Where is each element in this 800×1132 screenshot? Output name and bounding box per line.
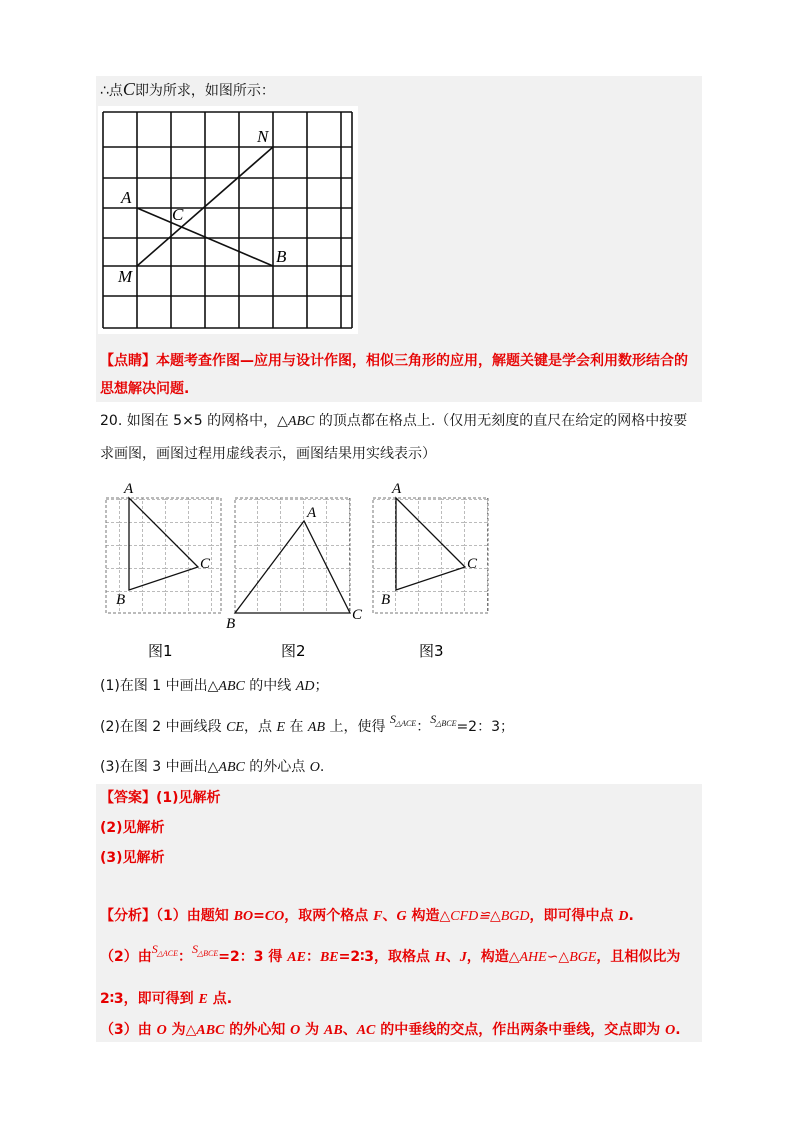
fig1-label-a: A [124,481,134,497]
analysis-p2-line2b: 点. [207,991,233,1007]
label-m: M [118,267,133,286]
label-a: A [121,188,132,207]
answer-line-1 [100,787,221,809]
fig2-label-b: B [226,616,236,632]
dianjing-text-1: 本题考查作图—应用与设计作图，相似三角形的应用，解题关键是学会利用数形结合的 [156,353,688,369]
analysis-p2-sep2: ： [305,949,320,965]
part1-text-a: (1)在图 1 中画出△ [100,678,219,694]
part-3 [100,756,324,779]
analysis-p3-f: 的中垂线的交点，作出两条中垂线，交点即为 [375,1022,666,1038]
analysis-line-1 [100,905,634,928]
analysis-p3-g: . [675,1022,681,1038]
part2-text-a: (2)在图 2 中画线段 [100,719,227,735]
analysis-o1: O [156,1023,167,1038]
analysis-p2-c: 、 [445,949,460,965]
figures-row [96,476,516,666]
analysis-p1-c: 、 [382,908,397,924]
analysis-g: G [396,909,407,924]
analysis-ac: AC [356,1023,376,1038]
dianjing-text-2: 思想解决问题. [100,381,190,397]
fig1-label-b: B [116,592,126,608]
question-text-b: 的顶点都在格点上.（仅用无刻度的直尺在给定的网格中按要 [314,413,688,429]
fig3-caption: 图3 [419,642,444,660]
fig2-caption: 图2 [281,642,306,660]
analysis-ae: AE [287,950,306,965]
analysis-p2-line2a: 2∶3，即可得到 [100,991,199,1007]
analysis-p1-a: （1）由题知 [156,908,234,924]
analysis-congruence: △CFD≌△BGD [439,909,530,924]
part2-e: E [276,720,285,735]
analysis-p2-b: =2∶3，取格点 [338,949,435,965]
analysis-p2-sep: ： [178,949,193,965]
fig1-caption: 图1 [148,642,173,660]
part3-o: O [309,760,320,775]
analysis-p2-e: ，且相似比为 [596,949,681,965]
dianjing-line-1 [100,350,688,372]
question-text-c: 求画图，画图过程用虚线表示，画图结果用实线表示） [100,446,436,462]
analysis-tag: 【分析】 [100,908,156,924]
analysis-h: H [434,950,446,965]
analysis-area-ace: $S_{\triangle ACE}$ [151,942,179,958]
analysis-co: CO [264,909,285,924]
fig3-label-c: C [467,556,478,572]
label-b: B [276,247,287,266]
answer-2: (2)见解析 [100,820,165,836]
analysis-o3: O [665,1023,676,1038]
analysis-area-bce: $S_{\triangle BCE}$ [192,942,219,958]
analysis-abc: ABC [196,1023,225,1038]
answer-line-2 [100,817,165,839]
analysis-e-point: E [198,992,208,1007]
question-number: 20. [100,413,123,429]
label-c: C [172,205,184,224]
question-line-2 [100,443,436,465]
analysis-eq: = [253,908,265,924]
part3-text-c: . [319,759,325,775]
point-c: C [122,79,135,99]
analysis-p1-e: ，即可得中点 [529,908,619,924]
fig3-label-b: B [381,592,391,608]
analysis-be: BE [319,950,339,965]
analysis-f: F [373,909,383,924]
analysis-p3-a: （3）由 [100,1022,157,1038]
part3-abc: ABC [218,760,245,775]
fig2-label-a: A [307,505,317,521]
figure-2 [226,498,363,660]
fig2-label-c: C [352,607,363,623]
part-2 [100,712,514,743]
analysis-p1-b: ，取两个格点 [284,908,374,924]
analysis-p3-c: 的外心知 [224,1022,291,1038]
analysis-p3-e: 、 [342,1022,357,1038]
analysis-p2-d: ，构造 [466,949,509,965]
part2-text-d: 上，使得 [325,719,386,735]
question-line-1 [100,410,687,433]
area-bce: $S_{\triangle BCE}$ [430,712,457,728]
dianjing-line-2 [100,378,189,400]
analysis-p3-d: 为 [300,1022,325,1038]
figure-3 [373,481,488,660]
part1-text-b: 的中线 [244,678,296,694]
part-1 [100,675,328,698]
conclusion-text: 即为所求，如图所示： [134,83,275,99]
fig1-label-c: C [200,556,211,572]
part1-text-c: ； [314,678,329,694]
analysis-p3-b: 为△ [166,1022,197,1038]
analysis-p2-a: （2）由 [100,949,152,965]
part3-text-a: (3)在图 3 中画出△ [100,759,219,775]
part3-text-b: 的外心点 [244,759,310,775]
part2-text-c: 在 [285,719,308,735]
analysis-o2: O [290,1023,301,1038]
part1-ad: AD [295,679,315,694]
analysis-d: D [618,909,629,924]
answer-tag: 【答案】 [100,790,156,806]
analysis-p1-f: . [628,908,634,924]
analysis-p1-d: 构造 [406,908,440,924]
part2-ratio: =2：3； [456,719,514,735]
therefore-text: ∴点 [100,83,123,99]
analysis-line-3 [100,988,232,1011]
conclusion-line [100,78,275,102]
part2-ce: CE [226,720,244,735]
analysis-ab: AB [324,1023,343,1038]
analysis-bo: BO [233,909,254,924]
part1-abc: ABC [218,679,245,694]
analysis-line-4 [100,1019,681,1042]
dianjing-tag: 【点睛】 [100,353,156,369]
answer-1: (1)见解析 [156,790,221,806]
label-n: N [257,127,269,146]
analysis-line-2 [100,942,681,973]
part2-sep: ： [416,719,431,735]
analysis-similarity: △AHE∽△BGE [508,950,597,965]
part2-ab: AB [307,720,326,735]
part2-text-b: ，点 [243,719,277,735]
grid-figure-mn-ab [98,106,358,334]
question-abc: ABC [287,414,315,429]
figure-1 [106,481,221,660]
area-ace: $S_{\triangle ACE}$ [389,712,417,728]
analysis-j: J [459,950,467,965]
answer-line-3 [100,847,165,869]
answer-3: (3)见解析 [100,850,165,866]
fig3-label-a: A [392,481,402,497]
analysis-p2-ratio: =2：3 得 [218,949,288,965]
question-text-a: 如图在 5×5 的网格中，△ [126,413,288,429]
